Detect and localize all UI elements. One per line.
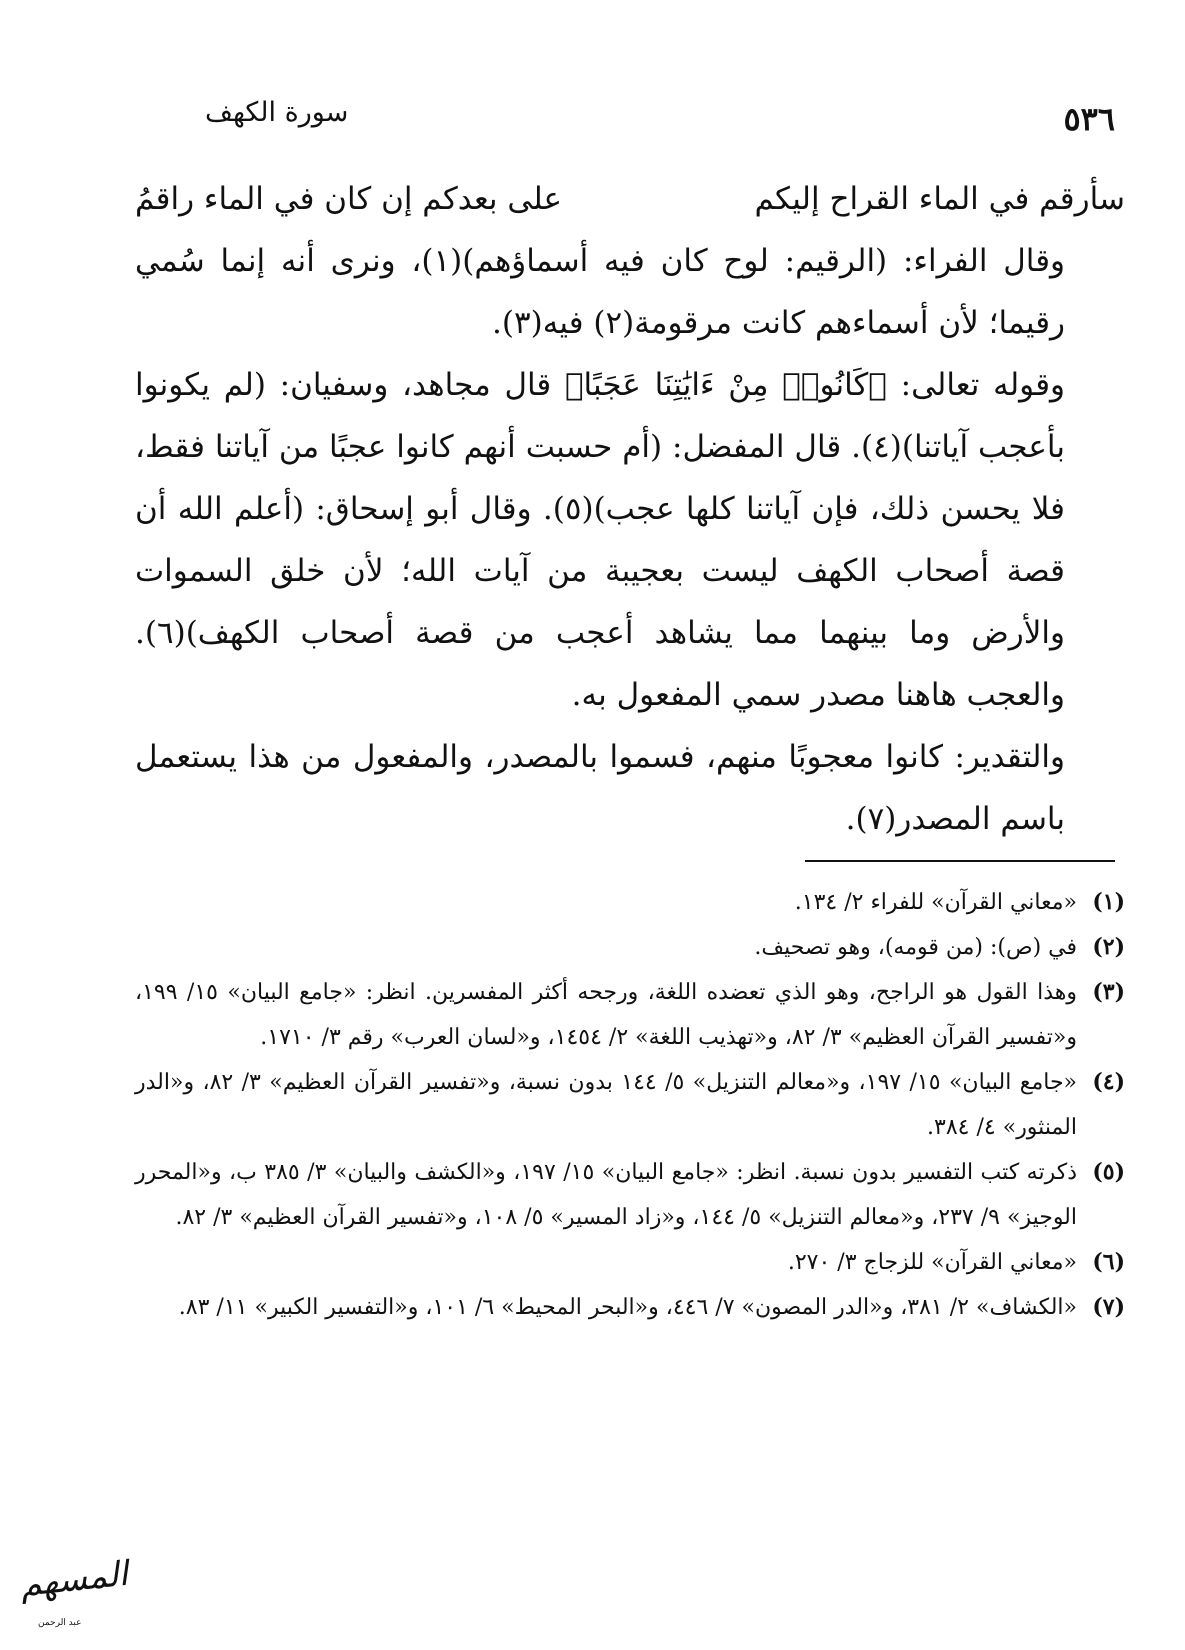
footnote bbox=[135, 970, 1125, 1060]
footnote bbox=[135, 1060, 1125, 1150]
footnote-number: (٢) bbox=[1092, 934, 1125, 960]
footnote bbox=[135, 880, 1125, 925]
main-text bbox=[135, 168, 1125, 850]
footnote-number: (١) bbox=[1092, 889, 1125, 915]
paragraph: والتقدير: كانوا معجوبًا منهم، فسموا بالمصدر، والمفعول من هذا يستعمل باسم المصدر(٧). bbox=[135, 739, 1065, 837]
footnote-text: «جامع البيان» ١٥/ ١٩٧، و«معالم التنزيل» ٥/ ١٤٤ بدون نسبة، و«تفسير القرآن العظيم» ٣/ ٨٢، و«الدر المنثور» ٤/ ٣٨٤. bbox=[135, 1070, 1078, 1140]
verse-second-hemistich: على بعدكم إن كان في الماء راقمُ bbox=[135, 181, 563, 217]
footnotes bbox=[135, 880, 1125, 1330]
stamp-main-text: المسهم bbox=[18, 1553, 130, 1605]
footnote-number: (٥) bbox=[1092, 1159, 1125, 1185]
footnote-text: «معاني القرآن» للفراء ٢/ ١٣٤. bbox=[794, 890, 1077, 915]
footnote-text: «معاني القرآن» للزجاج ٣/ ٢٧٠. bbox=[787, 1250, 1077, 1275]
publisher-stamp bbox=[8, 1553, 130, 1630]
paragraph: وقوله تعالى: ﴿كَانُوا۟ مِنْ ءَايَٰتِنَا عَجَبًا﴾ قال مجاهد، وسفيان: (لم يكونوا بأعجب آياتنا)(٤). قال المفضل: (أم حسبت أنهم كانوا عجبًا من آياتنا فقط، فلا يحسن ذلك، فإن آياتنا كلها عجب)(٥). وقال أبو إسحاق: (أعلم الله أن قصة أصحاب الكهف ليست بعجيبة من آيات الله؛ لأن خلق السموات والأرض وما بينهما مما يشاهد أعجب من قصة أصحاب الكهف)(٦). والعجب هاهنا مصدر سمي المفعول به. bbox=[135, 367, 1066, 713]
verse-first-hemistich: سأرقم في الماء القراح إليكم bbox=[754, 181, 1125, 217]
footnote-text: وهذا القول هو الراجح، وهو الذي تعضده اللغة، ورجحه أكثر المفسرين. انظر: «جامع البيان» ١٥/ ١٩٩، و«تفسير القرآن العظيم» ٣/ ٨٢، و«تهذيب اللغة» ٢/ ١٤٥٤، و«لسان العرب» رقم ٣/ ١٧١٠. bbox=[135, 980, 1078, 1050]
footnote-number: (٦) bbox=[1092, 1249, 1125, 1275]
footnote bbox=[135, 1150, 1125, 1240]
footnote bbox=[135, 1240, 1125, 1285]
footnote bbox=[135, 1285, 1125, 1330]
footnote-number: (٧) bbox=[1092, 1294, 1125, 1320]
footnote-text: «الكشاف» ٢/ ٣٨١، و«الدر المصون» ٧/ ٤٤٦، و«البحر المحيط» ٦/ ١٠١، و«التفسير الكبير» ١١/ ٨٣. bbox=[178, 1295, 1077, 1320]
footnote-number: (٣) bbox=[1092, 979, 1125, 1005]
footnote-separator bbox=[805, 860, 1115, 862]
paragraph: وقال الفراء: (الرقيم: لوح كان فيه أسماؤهم)(١)، ونرى أنه إنما سُمي رقيما؛ لأن أسماءهم كانت مرقومة(٢) فيه(٣). bbox=[135, 243, 1065, 341]
poetry-verse bbox=[135, 168, 1125, 230]
footnote bbox=[135, 925, 1125, 970]
footnote-text: ذكرته كتب التفسير بدون نسبة. انظر: «جامع البيان» ١٥/ ١٩٧، و«الكشف والبيان» ٣/ ٣٨٥ ب، و«المحرر الوجيز» ٩/ ٢٣٧، و«معالم التنزيل» ٥/ ١٤٤، و«زاد المسير» ٥/ ١٠٨، و«تفسير القرآن العظيم» ٣/ ٨٢. bbox=[135, 1160, 1077, 1230]
page-number: ٥٣٦ bbox=[1063, 100, 1115, 138]
footnote-text: في (ص): (من قومه)، وهو تصحيف. bbox=[754, 935, 1077, 960]
stamp-sub-text: عبد الرحمن bbox=[38, 1618, 82, 1628]
footnote-number: (٤) bbox=[1092, 1069, 1125, 1095]
running-title: سورة الكهف bbox=[205, 97, 349, 128]
